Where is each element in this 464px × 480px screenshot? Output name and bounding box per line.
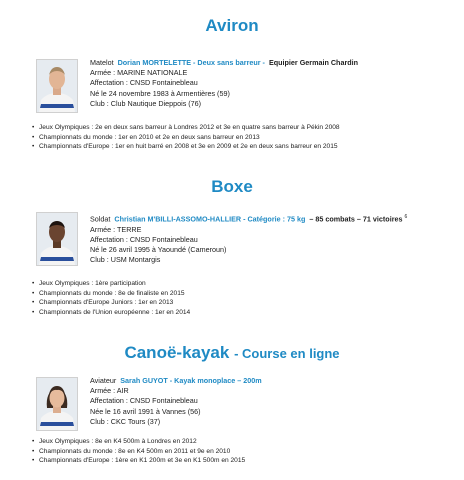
- athlete-birth: Né le 26 avril 1995 à Yaoundé (Cameroun): [90, 245, 227, 254]
- athlete-name: Christian M'BILLI-ASSOMO-HALLIER - Catégorie : 75 kg: [114, 214, 306, 224]
- section-title-main: Canoë-kayak: [124, 343, 230, 362]
- athlete-rank: Soldat: [90, 214, 111, 224]
- athlete-club: Club : Club Nautique Dieppois (76): [90, 98, 202, 108]
- athlete-info-guyot: [90, 376, 458, 427]
- athlete-assignment: Affectation : CNSD Fontainebleau: [90, 396, 198, 406]
- athlete-birth: Né le 24 novembre 1983 à Armentières (59): [90, 88, 230, 98]
- section-title-canoe-kayak: [0, 343, 464, 364]
- result-item: • Championnats du monde : 8e en K4 500m en 2011 et 9e en 2010: [32, 447, 452, 457]
- athlete-club: Club : CKC Tours (37): [90, 416, 161, 426]
- result-item: • Jeux Olympiques : 1ère participation: [32, 279, 452, 289]
- section-subtitle: - Course en ligne: [234, 346, 340, 361]
- athlete-photo-guyot: [36, 377, 78, 431]
- result-item: • Championnats du monde : 8e de finaliste en 2015: [32, 289, 452, 299]
- athlete-birth: Née le 16 avril 1991 à Vannes (56): [90, 406, 201, 416]
- athlete-club: Club : USM Montargis: [90, 255, 161, 265]
- athlete-rank: Aviateur: [90, 376, 117, 385]
- athlete-info-mbilli: [90, 212, 458, 265]
- athlete-photo-mbilli: [36, 212, 78, 266]
- result-item: • Championnats d'Europe : 1er en huit barré en 2008 et 3e en 2009 et 2e en deux sans barreur en 2015: [32, 142, 452, 152]
- athlete-army: Armée : TERRE: [90, 224, 142, 234]
- athlete-army: Armée : MARINE NATIONALE: [90, 68, 188, 78]
- athlete-header: [90, 58, 458, 68]
- result-item: • Championnats d'Europe Juniors : 1er en 2013: [32, 298, 452, 308]
- results-list-aviron: [32, 123, 452, 152]
- athlete-rank: Matelot: [90, 58, 114, 67]
- athlete-info-mortelette: [90, 58, 458, 109]
- athlete-name: Dorian MORTELETTE - Deux sans barreur -: [117, 58, 265, 67]
- athlete-photo-mortelette: [36, 59, 78, 113]
- athlete-extra: Equipier Germain Chardin: [268, 58, 359, 67]
- result-item: • Championnats d'Europe : 1ère en K1 200m et 3e en K1 500m en 2015: [32, 456, 452, 466]
- athlete-header: [90, 212, 458, 225]
- footnote-marker: 6: [404, 214, 408, 220]
- athlete-assignment: Affectation : CNSD Fontainebleau: [90, 78, 198, 88]
- results-list-boxe: [32, 279, 452, 317]
- athlete-extra: – 85 combats – 71 victoires: [309, 214, 403, 224]
- section-title-aviron: Aviron: [205, 16, 259, 35]
- result-item: • Jeux Olympiques : 2e en deux sans barreur à Londres 2012 et 3e en quatre sans barreur à Pékin 2008: [32, 123, 452, 133]
- result-item: • Jeux Olympiques : 8e en K4 500m à Londres en 2012: [32, 437, 452, 447]
- results-list-canoe-kayak: [32, 437, 452, 466]
- result-item: • Championnats de l'Union européenne : 1er en 2014: [32, 308, 452, 318]
- section-title-boxe: Boxe: [211, 177, 253, 196]
- athlete-army: Armée : AIR: [90, 386, 129, 396]
- athlete-name: Sarah GUYOT - Kayak monoplace – 200m: [120, 376, 262, 385]
- result-item: • Championnats du monde : 1er en 2010 et 2e en deux sans barreur en 2013: [32, 133, 452, 143]
- athlete-header: [90, 376, 458, 386]
- athlete-assignment: Affectation : CNSD Fontainebleau: [90, 234, 198, 244]
